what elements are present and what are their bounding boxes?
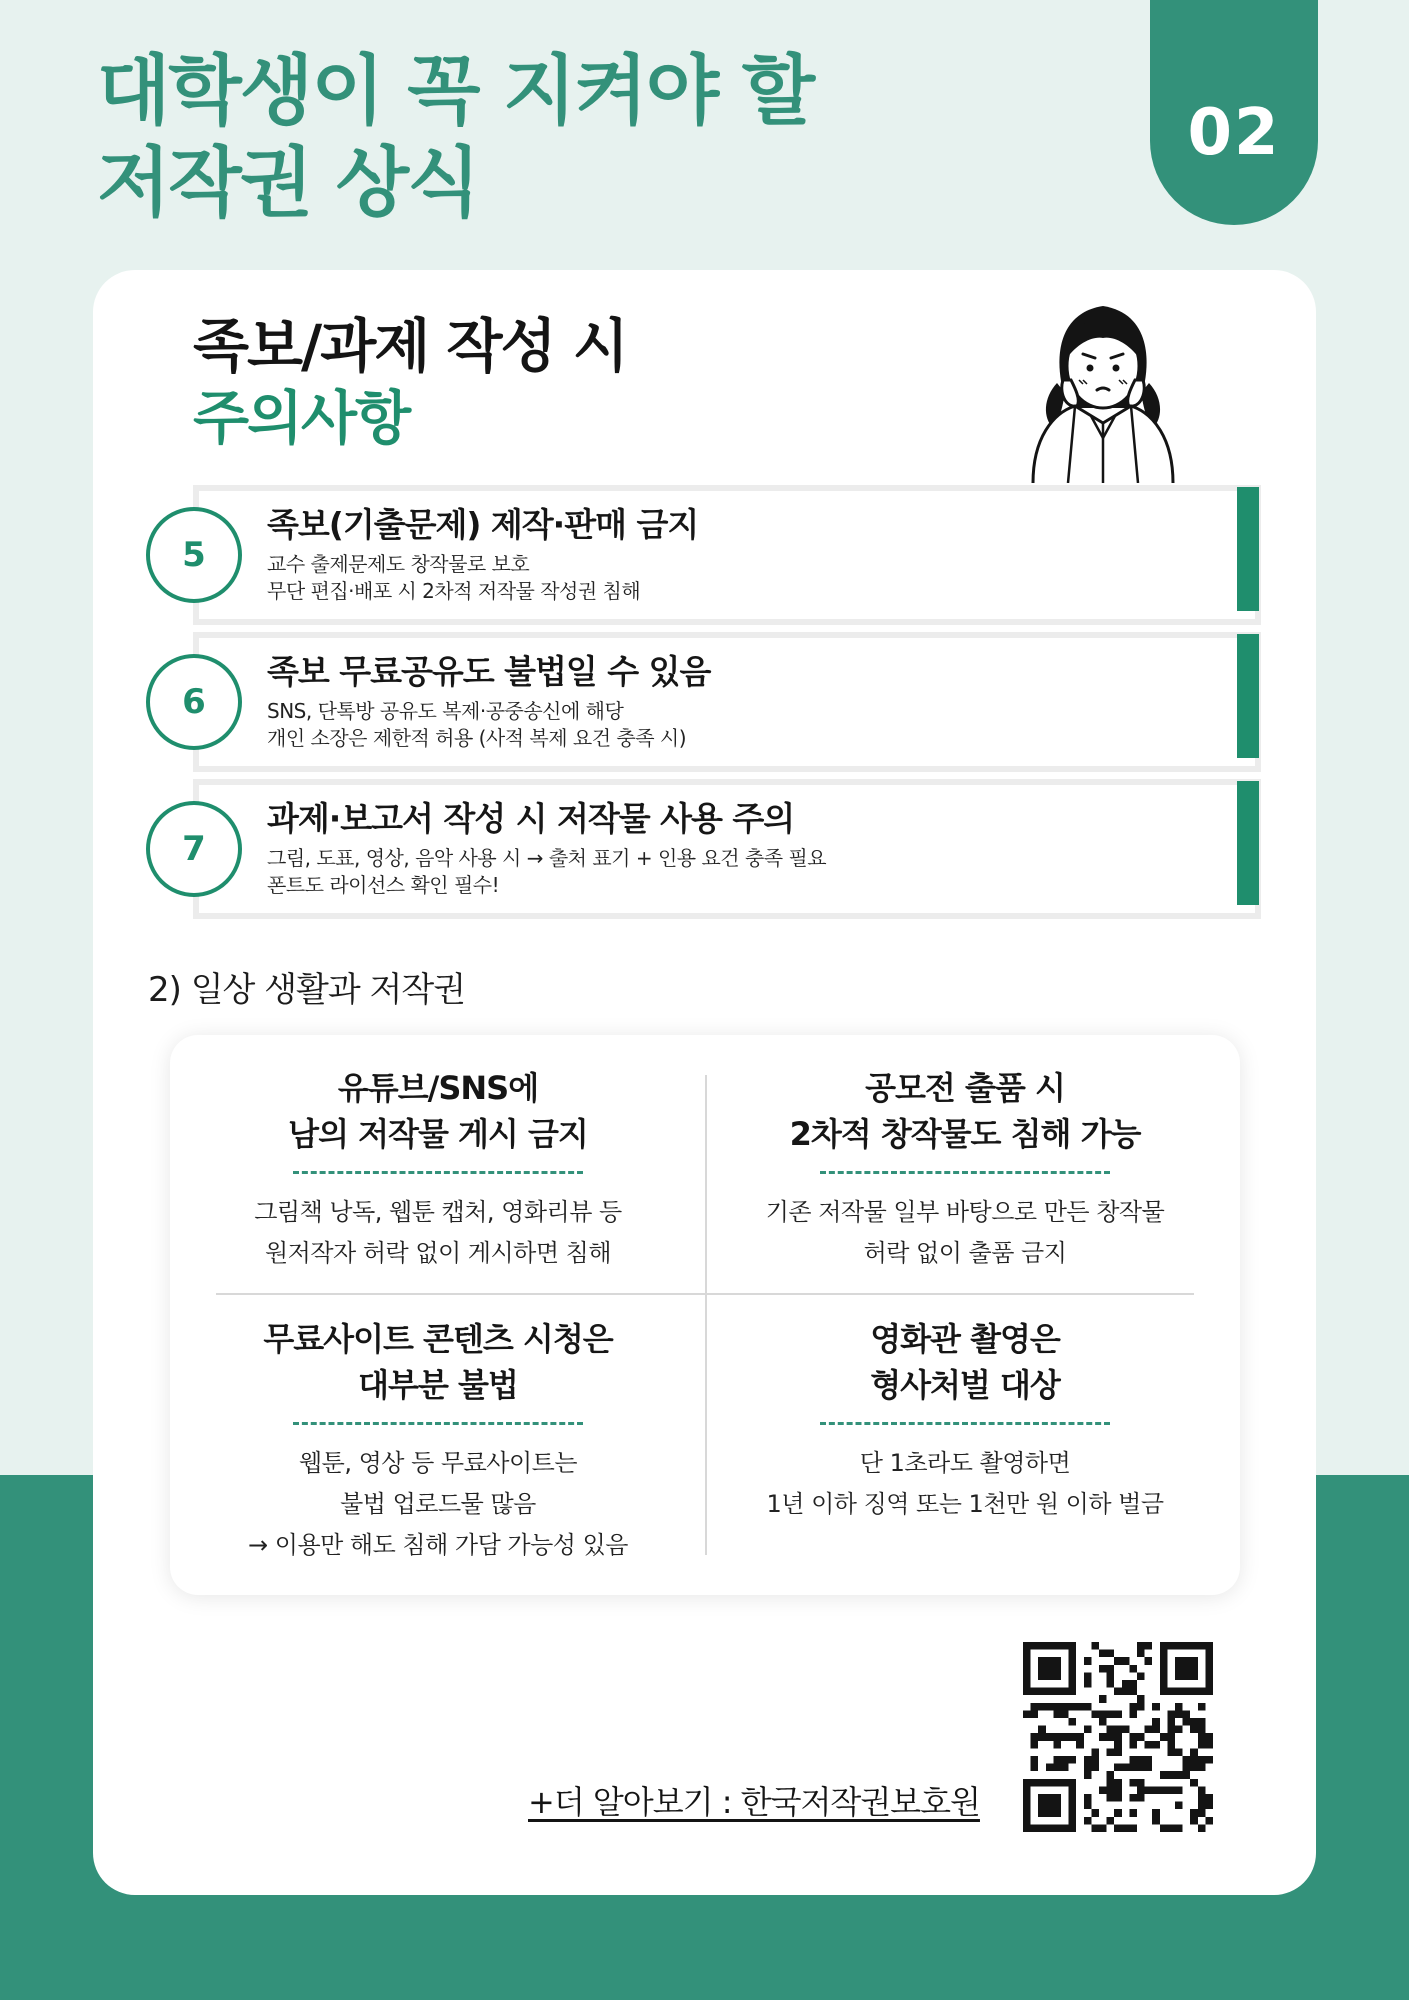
cell-title (715, 1316, 1215, 1408)
daily-cell-contest (715, 1065, 1215, 1274)
rule-title: 족보(기출문제) 제작·판매 금지 (267, 505, 699, 544)
cell-description-line: 단 1초라도 촬영하면 (859, 1449, 1071, 1477)
rule-description-line: 무단 편집·배포 시 2차적 저작물 작성권 침해 (267, 579, 641, 603)
cell-description-line: 웹툰, 영상 등 무료사이트는 (298, 1449, 578, 1477)
cell-title (188, 1065, 688, 1157)
cell-dashed-divider (820, 1422, 1110, 1425)
rule-accent-bar (1237, 634, 1259, 758)
rule-description-line: 그림, 도표, 영상, 음악 사용 시 → 출처 표기 + 인용 요건 충족 필요 (267, 846, 827, 870)
daily-life-grid (170, 1035, 1240, 1595)
rule-title: 과제·보고서 작성 시 저작물 사용 주의 (267, 799, 795, 838)
rule-item-7 (182, 779, 1261, 919)
cell-dashed-divider (820, 1171, 1110, 1174)
daily-cell-cinema (715, 1316, 1215, 1525)
rule-number-badge: 7 (146, 801, 242, 897)
cell-title-line: 무료사이트 콘텐츠 시청은 (263, 1320, 613, 1358)
section-heading-line2: 주의사항 (193, 384, 410, 452)
rule-item-6 (182, 632, 1261, 772)
rule-title: 족보 무료공유도 불법일 수 있음 (267, 652, 711, 691)
cell-description-line: 그림책 낭독, 웹툰 캡처, 영화리뷰 등 (254, 1198, 622, 1226)
section-heading-line1: 족보/과제 작성 시 (193, 312, 627, 380)
rule-description (267, 698, 1227, 752)
cell-title-line: 공모전 출품 시 (865, 1069, 1065, 1107)
cell-dashed-divider (293, 1171, 583, 1174)
cell-title (188, 1316, 688, 1408)
cell-description-line: 불법 업로드물 많음 (340, 1490, 536, 1518)
cell-description-line: 1년 이하 징역 또는 1천만 원 이하 벌금 (766, 1490, 1164, 1518)
content-card (93, 270, 1316, 1895)
cell-title-line: 형사처벌 대상 (870, 1366, 1060, 1404)
page-title (97, 45, 813, 229)
cell-title (715, 1065, 1215, 1157)
learn-more-link[interactable]: +더 알아보기 : 한국저작권보호원 (528, 1783, 980, 1821)
page-title-line2: 저작권 상식 (97, 138, 479, 227)
cell-title-line: 유튜브/SNS에 (337, 1069, 539, 1107)
worried-student-illustration (1013, 288, 1193, 483)
rule-description (267, 845, 1227, 899)
grid-divider-vertical (705, 1075, 707, 1555)
cell-dashed-divider (293, 1422, 583, 1425)
cell-description (188, 1192, 688, 1274)
cell-description-line: 허락 없이 출품 금지 (863, 1239, 1067, 1267)
page-title-line1: 대학생이 꼭 지켜야 할 (97, 46, 814, 135)
cell-description (715, 1443, 1215, 1525)
cell-title-line: 대부분 불법 (358, 1366, 518, 1404)
cell-title-line: 2차적 창작물도 침해 가능 (789, 1115, 1141, 1153)
section-heading (193, 310, 627, 454)
page-number-badge (1150, 0, 1318, 225)
grid-divider-horizontal (216, 1293, 1194, 1295)
rule-description (267, 551, 1227, 605)
cell-description (188, 1443, 688, 1566)
cell-description-line: → 이용만 해도 침해 가담 가능성 있음 (248, 1531, 628, 1559)
cell-title-line: 영화관 촬영은 (870, 1320, 1060, 1358)
rule-number-badge: 5 (146, 507, 242, 603)
rule-description-line: 개인 소장은 제한적 허용 (사적 복제 요건 충족 시) (267, 726, 687, 750)
cell-description-line: 기존 저작물 일부 바탕으로 만든 창작물 (765, 1198, 1165, 1226)
rule-item-5 (182, 485, 1261, 625)
rule-accent-bar (1237, 781, 1259, 905)
rule-description-line: SNS, 단톡방 공유도 복제·공중송신에 해당 (267, 699, 624, 723)
daily-life-heading: 2) 일상 생활과 저작권 (148, 970, 466, 1010)
page-number: 02 (1187, 95, 1281, 170)
daily-cell-free-sites (188, 1316, 688, 1566)
daily-cell-youtube-sns (188, 1065, 688, 1274)
rule-description-line: 폰트도 라이선스 확인 필수! (267, 873, 500, 897)
rule-accent-bar (1237, 487, 1259, 611)
cell-description (715, 1192, 1215, 1274)
qr-code-icon[interactable] (1023, 1642, 1213, 1832)
cell-description-line: 원저작자 허락 없이 게시하면 침해 (264, 1239, 612, 1267)
rule-number-badge: 6 (146, 654, 242, 750)
rule-description-line: 교수 출제문제도 창작물로 보호 (267, 552, 530, 576)
cell-title-line: 남의 저작물 게시 금지 (288, 1115, 588, 1153)
